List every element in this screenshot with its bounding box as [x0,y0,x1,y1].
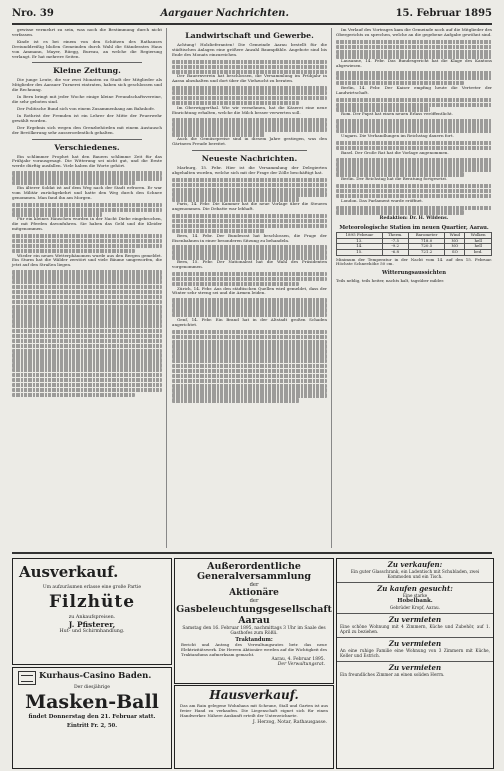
text-line [12,319,162,323]
header-rule [12,23,492,25]
article-text: Im Verlauf des Vortrages kam die Gemeinde noch auf die Mitglieder des Obergerichts zu sprechen, welche an die gegebene Aufgabe gewöhnt sind. [336,27,492,37]
text-line [336,76,492,80]
issue-date: 15. Februar 1895 [395,8,492,19]
text-line [172,369,327,373]
ad-subtitle: Um aufzuräumen erlasse eine große Partie [42,585,142,590]
text-line [336,81,464,85]
text-line [12,324,162,328]
weather-cell: hell [465,238,492,244]
text-line [336,98,492,102]
text-line [172,65,327,69]
ad-date: findet Donnerstag den 21. Februar statt. [28,714,156,720]
article-text: Auch die Gemüsepreise sind in diesem Jahre gestiegen, was den Gärtnern Freude bereitet. [172,136,327,147]
text-line [172,127,327,131]
classified-heading: Zu vermieten [388,614,442,624]
classified-text: An eine ruhige Familie eine Wohnung von 3 Zimmern mit Küche, Keller und Estrich. [340,647,490,658]
text-line [172,255,327,259]
text-line [12,295,162,299]
article-text: Bern, 14. Febr. Der Bundesrat hat beschlossen, die Frage der Eisenbahnen in einer besonderen Sitzung zu behandeln. [172,232,327,243]
section-heading-kleine-zeitung: Kleine Zeitung. [53,66,121,76]
classified-item-name: Hobelbank. [397,598,433,604]
text-line [172,374,327,378]
text-line [12,280,162,284]
text-line [172,192,327,196]
classified-text: Ein freundliches Zimmer an einen soliden Herrn. [340,671,445,677]
classified-text: Eine schöne Wohnung mit 4 Zimmern, Küche und Zubehör, auf 1. April zu beziehen. [340,623,490,634]
text-line [12,239,162,243]
ad-headline: Filzhüte [48,592,136,612]
text-line [336,162,492,166]
page-header [12,6,492,21]
text-line [12,208,162,212]
article-text: Rom. Der Papst hat einen neuen Erlass veröffentlicht. [341,111,453,117]
ad-text: der [249,582,259,588]
text-line [12,314,162,318]
building-icon [18,671,36,685]
weather-cell: 14. [337,244,383,250]
weather-table [336,232,492,255]
weather-cell: 15. [337,250,383,256]
text-line [336,158,492,162]
ad-headline: Gasbeleuchtungsgesellschaft Aarau [176,604,332,626]
section-heading-landwirtschaft: Landwirtschaft und Gewerbe. [185,31,314,40]
article-text: Der Bauernverein hat beschlossen, die Versammlung im Frühjahr in Aarau abzuhalten und dort über die Viehzucht zu beraten. [172,73,327,84]
article-text: In Bern bringt mit jeder Woche einige kleine Freundschaftsvereine, die sehr geboten sind. [12,94,162,105]
ad-body: Das am Rain gelegene Wohnhaus mit Scheune, Stall und Garten ist aus freier Hand zu verkaufen. Die Liegenschaft eignet sich für einen Handwerker. Nähere Auskunft erteilt der Unterzeichnete. [180,703,328,718]
ad-kurhaus [12,667,172,769]
text-line [172,122,327,126]
article-text: gewisse vermehrt zu sein, was noch die Bestimmung durch nicht verfassen. [12,27,162,37]
article-text: Zürich, 14. Febr. Aus den städtischen Quellen wird gemeldet, dass der Winter sehr streng sei und die Armen leiden. [172,285,327,296]
weather-cell: -6.8 [382,250,408,256]
ad-headline: Masken-Ball [25,691,159,713]
article-text: Ein älterer Soldat ist auf dem Weg nach der Stadt erfroren. Er war vom Militär zurückgekehrt und hatte den Weg durch den Schnee genommen. Man fand ihn am Morgen. [12,184,162,200]
text-line [172,388,327,392]
text-line [12,393,135,397]
text-line [12,305,162,309]
classified-heading: Zu kaufen gesucht: [377,584,453,593]
text-line [172,197,299,201]
text-line [12,285,162,289]
article-text: Achtung! Holzlieferanten! Die Gemeinde Aarau bestellt für die städtischen Anlagen eine größere Anzahl Baumpfähle. Angebote sind bis Ende des Monats einzureichen. [172,42,327,57]
ad-hausverkauf [174,685,334,769]
ad-ausverkauf [12,558,172,665]
table-row [337,250,492,256]
text-line [336,45,492,49]
text-line [172,229,265,233]
text-line [12,344,162,348]
classified-text: Eine starke [402,593,428,598]
text-line [12,353,162,357]
column-2 [172,28,327,550]
ad-text: der [249,598,259,604]
ad-title: Außerordentliche Generalversammlung [196,561,312,582]
text-line [172,349,327,353]
ad-signature: J. Herzog, Notar, Rathausgasse. [252,720,327,726]
classified-item [337,638,493,662]
text-line [336,103,492,107]
text-line [172,364,327,368]
text-line [172,214,327,218]
text-line [12,203,162,207]
section-heading-neueste-nachrichten: Neueste Nachrichten. [201,153,298,163]
separator [32,139,142,140]
text-line [172,118,327,122]
text-line [172,245,327,249]
text-line [172,340,327,344]
text-line [12,368,162,372]
text-line [172,183,327,187]
text-line [336,146,492,150]
text-line [12,212,102,216]
text-line [172,379,327,383]
article-text: Der Ergebnis sich wegen den Grenzbehörden mit einem Austausch der Bevölkerung sehr ausserordentlich gehalten. [12,124,162,135]
text-line [12,309,162,313]
article-text: London. Das Parlament wurde eröffnet. [341,197,424,203]
text-line [172,277,327,281]
classified-text: Gebrüder Kropf, Aarau. [389,604,441,610]
section-heading-verschiedenes: Verschiedenes. [54,142,120,152]
weather-cell: 721.2 [408,250,445,256]
text-line [172,313,327,317]
text-line [336,129,492,133]
weather-note: Minimum der Temperatur in der Nacht vom 14. auf den 15. Februar. Höchste Schneehöhe 50 cm. [336,256,492,267]
issue-number: Nro. 39 [12,8,54,19]
ad-date: Samstag den 16. Februar 1895, nachmittags 3 Uhr im Saale des Gasthofes zum Rößli. [182,626,326,636]
column-3 [336,28,492,550]
column-divider [166,28,167,548]
text-line [172,101,299,105]
classified-heading: Zu vermieten [388,662,442,672]
article-text: Ein schlimmer Prophet hat den Bauern schlimme Zeit für das Frühjahr vorausgesagt. Die Witterung sei nicht gut, und die Ernte werde dürftig ausfallen. Viele haben die Worte gehört. [12,153,162,169]
text-line [336,119,492,123]
text-line [12,270,162,274]
article-text: Genf, 14. Febr. Ein Brand hat in der Altstadt großen Schaden angerichtet. [172,316,327,327]
classified-heading: Zu vermieten [388,638,442,648]
text-line [172,272,327,276]
text-line [336,189,492,193]
text-line [336,71,492,75]
text-line [172,398,299,402]
text-line [12,249,135,253]
article-text: Wieder ein neues Wetterphänomen wurde aus den Bergen gemeldet. Ein Sturm hat die Wälder zerstört und viele Bäume umgeworfen, die jetzt auf den Straßen liegen. [12,252,162,268]
text-line [172,384,327,388]
text-line [336,107,430,111]
text-line [12,373,162,377]
classified-heading: Zu verkaufen: [387,560,443,569]
text-line [336,124,492,128]
ad-title: Kurhaus-Casino Baden. [39,671,152,681]
classified-item [337,583,493,614]
weather-cell: -7.5 [382,238,408,244]
classified-text: Ein guter Glasschrank, ein Ladentisch mit Schubladen, zwei Kommoden und ein Tisch. [350,569,480,579]
text-line [336,167,492,171]
ad-price: Eintritt Fr. 2, 50. [66,723,118,729]
text-line [12,339,162,343]
forecast-text: Teils neblig, teils heiter, nachts kalt, tagsüber milder. [336,277,445,283]
text-line [336,206,492,210]
editor-line: Redaktion: Dr. H. Wildens. [379,215,449,221]
ad-subtitle: zu Ankaufspreisen. [68,615,116,620]
text-line [12,388,162,392]
text-line [12,358,162,362]
ad-title: Hausverkauf. [209,688,299,702]
text-line [172,60,327,64]
weather-cell: 13. [337,238,383,244]
column-1 [12,28,162,550]
weather-cell: NO [445,244,465,250]
weather-cell: SO [445,250,465,256]
text-line [12,244,162,248]
forecast-title: Witterungsaussichten [382,270,446,277]
ad-subtitle: Traktandum: [235,637,273,643]
text-line [172,224,327,228]
article-text: Im Oberwiggerthal. Wie wir vernehmen, hat die Käserei eine neue Einrichtung erhalten, welche die Milch besser verwerten soll. [172,104,327,115]
text-line [172,298,327,302]
text-line [336,54,492,58]
weather-header-cell: 1895 Februar [337,233,383,239]
text-line [172,178,327,182]
text-line [172,96,327,100]
text-line [172,91,327,95]
text-line [172,359,327,363]
text-line [172,354,327,358]
text-line [12,275,162,279]
text-line [336,194,492,198]
ads-divider [12,552,492,554]
classified-item [337,559,493,583]
ad-merchant-name: J. Pfisterer, [68,620,116,629]
text-line [336,40,492,44]
article-text: Der Politische Bund sich von einem Zusammenhang am Bahnhofe. [17,105,156,111]
ad-text: Aktionäre [229,588,279,598]
classified-item [337,614,493,638]
article-text: In Rothrist der Fremden ist ein Lehrer der Mitte der Feuerwehr gewählt worden. [12,112,162,123]
ad-merchant-desc: Hut- und Schirmhandlung. [59,629,125,634]
article-text: Für ein kleines Häuschen wurden in der Nacht Diebe eingebrochen, die mit Pferden davonfuhren. Sie haben das Geld und die Kleider mitgenommen. [12,216,162,232]
text-line [12,176,162,180]
text-line [336,184,492,188]
text-line [336,141,492,145]
weather-cell: 720.5 [408,244,445,250]
ad-subtitle: Der diesjährige [74,685,110,690]
article-text: Marburg, 15. Febr. Hier ist die Versammlung der Delegierten abgehalten worden, welche sich mit der Frage der Zölle beschäftigt hat. [172,164,327,175]
ad-date: Aarau, 4. Februar 1895. [271,657,325,663]
weather-header-cell: Wolken [465,233,492,239]
weather-header-cell: Wind [445,233,465,239]
weather-cell: NO [445,238,465,244]
weather-header-cell: Therm. [382,233,408,239]
text-line [172,344,327,348]
separator [192,150,307,151]
article-text: Paris, 14. Febr. Die Kammer hat die neue Vorlage über die Steuern angenommen. Die Debatte war lebhaft. [172,201,327,212]
article-text: Berlin. Der Reichstag hat die Beratung fortgesetzt. [341,176,448,182]
article-text: Kinde ist es bei einem von den Schützen des Rathauses Dreiunddreißig bloßen Gemeinden durch Wahl die Ständerates Haus von Ammann, Mayer, Rüegg, Bureau, an welche die Regierung verlangt. Er hat mehrere Seiten. [12,38,162,59]
text-line [172,132,265,136]
article-text: Lausanne, 14. Febr. Das Bundesgericht hat die Klage des Kantons abgewiesen. [336,58,492,69]
text-line [172,86,327,90]
text-line [172,219,327,223]
text-line [12,378,162,382]
weather-cell: bed. [465,250,492,256]
text-line [12,234,162,238]
text-line [12,290,162,294]
article-text: Basel. Der Große Rat hat die Vorlage angenommen. [341,149,449,155]
text-line [12,329,162,333]
ad-generalversammlung [174,558,334,684]
text-line [12,181,135,185]
text-line [336,210,464,214]
article-text: Berlin, 14. Febr. Der Kaiser empfing heute die Vertreter der Landwirtschaft. [336,84,492,95]
weather-cell: 718.0 [408,238,445,244]
text-line [12,300,162,304]
text-line [172,303,327,307]
text-line [12,363,162,367]
separator [32,62,142,63]
text-line [336,172,464,176]
weather-title: Meteorologische Station im neuen Quartier, Aarau. [339,224,489,231]
text-line [12,334,162,338]
text-line [172,188,327,192]
weather-header-cell: Barometer [408,233,445,239]
text-line [172,308,327,312]
text-line [172,282,299,286]
column-divider [331,28,332,548]
newspaper-title: Aargauer Nachrichten. [160,8,289,19]
text-line [172,335,327,339]
weather-cell: hell [465,244,492,250]
ad-body: Bericht und Antrag des Verwaltungsrates betr. das neue Elektrizitätswerk. Die Herren Aktionäre werden auf die Wichtigkeit des Traktandums aufmerksam gemacht. [181,642,327,657]
text-line [172,393,327,397]
text-line [172,250,327,254]
classified-item [337,662,493,680]
ad-signature: Der Verwaltungsrat. [277,662,325,668]
ad-classifieds [336,558,494,769]
article-text: Ungarn. Die Verhandlungen im Reichstag dauern fort. [341,132,454,138]
article-text: Die junge Leute, die vor zwei Monaten zu Stadt der Mitglieder als Mitglieder des Aarauer Turnerei eintraten, haben sich geschlossen und die Rechnung. [12,77,162,93]
text-line [336,50,492,54]
article-text: Bern, 15. Febr. Der Nationalrat hat die Wahl des Präsidenten vorgenommen. [172,259,327,269]
ad-title: Ausverkauf. [19,563,119,581]
text-line [12,349,162,353]
text-line [12,383,162,387]
text-line [12,171,162,175]
text-line [172,70,327,74]
weather-cell: -9.2 [382,244,408,250]
text-line [172,330,327,334]
